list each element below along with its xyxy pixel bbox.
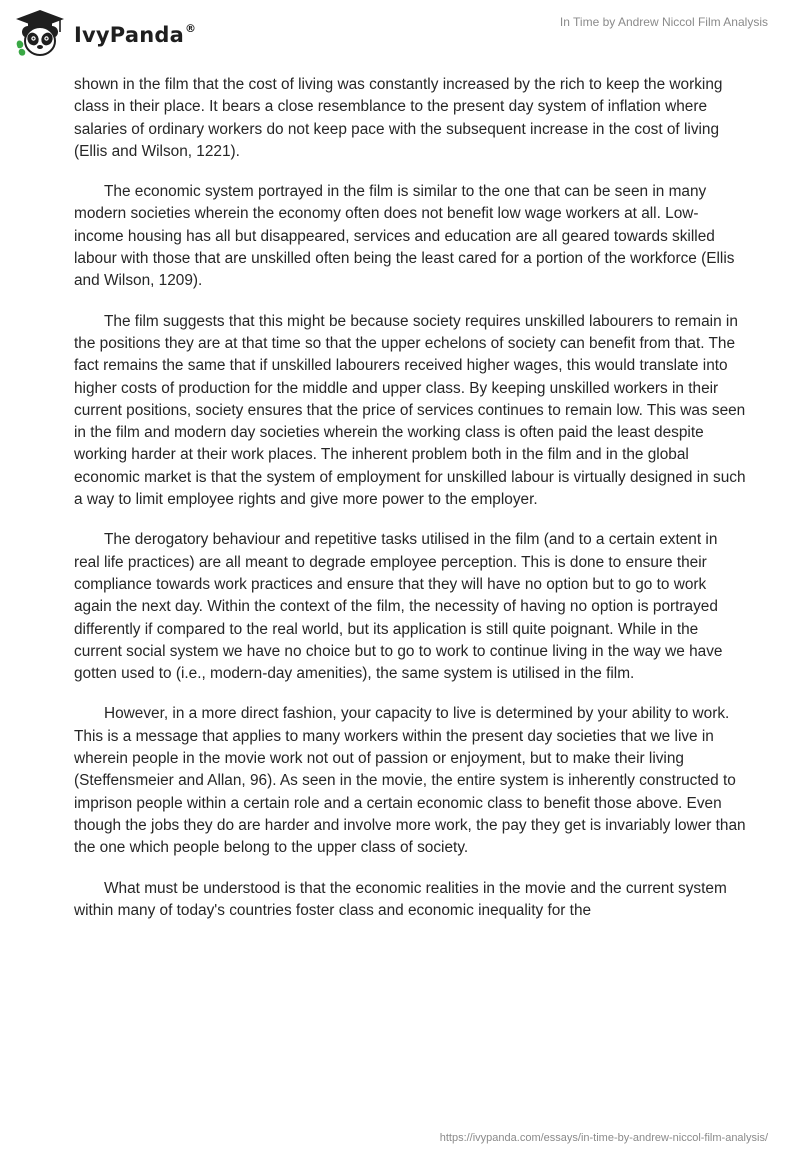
panda-graduate-icon xyxy=(14,8,66,58)
registered-mark: ® xyxy=(184,22,197,35)
source-url[interactable]: https://ivypanda.com/essays/in-time-by-andrew-niccol-film-analysis/ xyxy=(439,1132,768,1144)
logo-wordmark xyxy=(74,23,196,47)
logo-text: IvyPanda xyxy=(74,23,184,47)
paragraph: The derogatory behaviour and repetitive tasks utilised in the film (and to a certain extent in real life practices) are all meant to degrade employee perception. This is done to ensure their compliance towards work practices and ensure that they will have no option but to go to work again the next day. Within the context of the film, the necessity of having no option is portrayed differently if compared to the real world, but its application is still quite poignant. While in the current social system we have no choice but to go to work to continue living in the way we have gotten used to (i.e., modern-day amenities), the same system is utilised in the film. xyxy=(74,531,723,683)
paragraph: However, in a more direct fashion, your capacity to live is determined by your ability to work. This is a message that applies to many workers within the present day societies that we live in wherein people in the movie work not out of passion or enjoyment, but to make their living (Steffensmeier and Allan, 96). As seen in the movie, the entire system is inherently constructed to imprison people within a certain role and a certain economic class to benefit those above. Even though the jobs they do are harder and involve more work, the pay they get is invariably lower than the one which people belong to the upper class of society. xyxy=(74,705,746,857)
paragraph: What must be understood is that the economic realities in the movie and the current system within many of today's countries foster class and economic inequality for the xyxy=(74,879,727,919)
essay-body xyxy=(74,74,746,940)
paragraph: shown in the film that the cost of living was constantly increased by the rich to keep the working class in their place. It bears a close resemblance to the present day system of inflation where salaries of ordinary workers do not keep pace with the subsequent increase in the cost of living (Ellis and Wilson, 1221). xyxy=(74,76,723,160)
paragraph: The film suggests that this might be because society requires unskilled labourers to remain in the positions they are at that time so that the upper echelons of society can benefit from that. The fact remains the same that if unskilled labourers received higher wages, this would translate into higher costs of production for the middle and upper class. By keeping unskilled workers in their current positions, society ensures that the price of services continues to remain low. This was seen in the film and modern day societies wherein the working class is often paid the least despite working harder at their work places. The inherent problem both in the film and in the global economic market is that the system of employment for unskilled labour is virtually designed in such a way to limit employee rights and give more power to the employer. xyxy=(74,312,746,509)
page-header xyxy=(0,0,800,70)
paragraph: The economic system portrayed in the film is similar to the one that can be seen in many modern societies wherein the economy often does not benefit low wage workers at all. Low-income housing has all but disappeared, services and education are all geared towards skilled labour with those that are unskilled often being the least cared for a portion of the workforce (Ellis and Wilson, 1209). xyxy=(74,183,735,290)
document-title: In Time by Andrew Niccol Film Analysis xyxy=(559,15,768,29)
ivypanda-logo[interactable] xyxy=(14,8,196,58)
